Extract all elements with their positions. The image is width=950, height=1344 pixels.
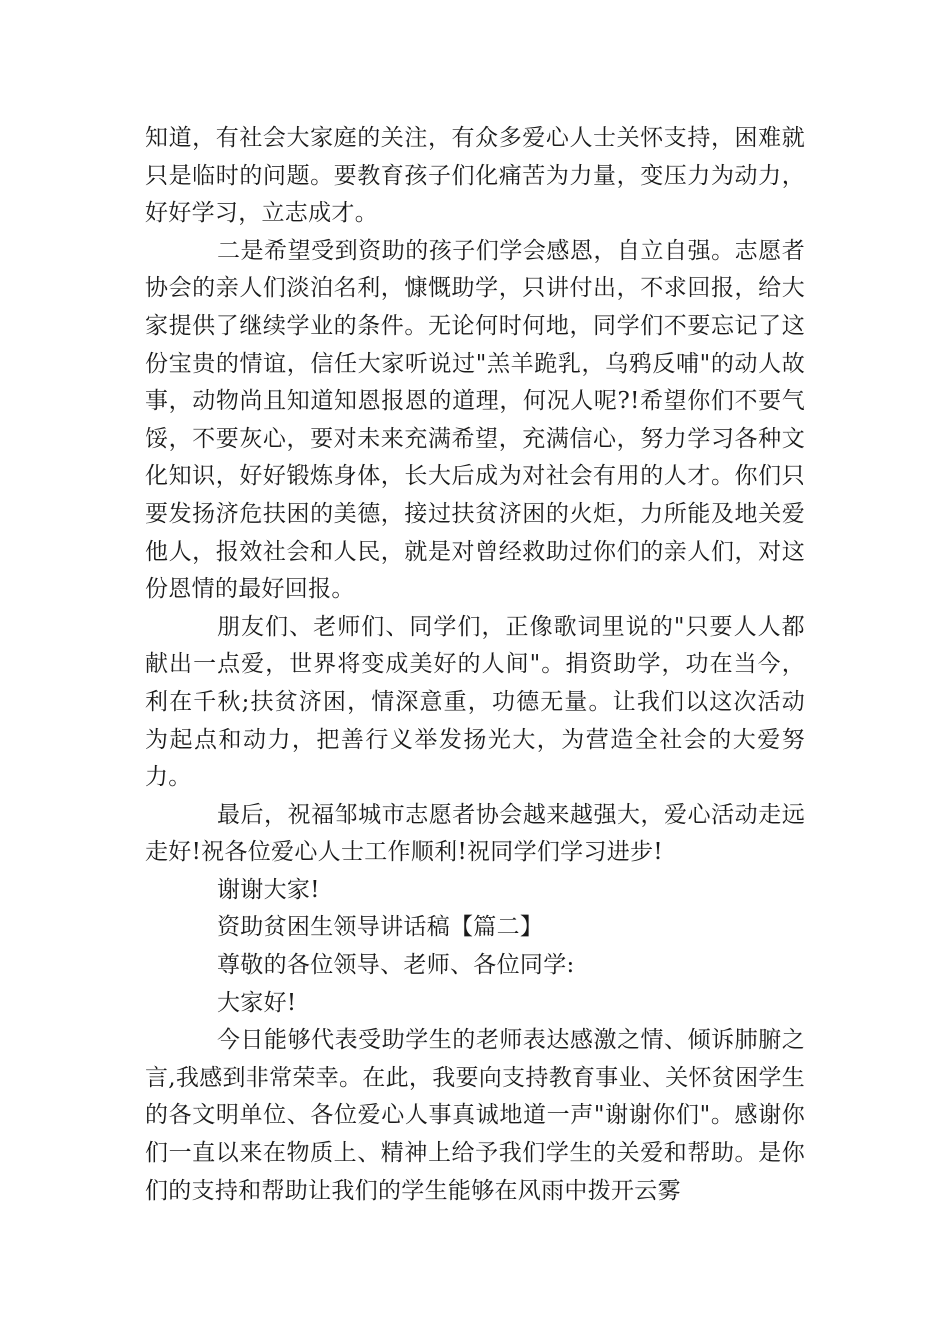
document-body [145,120,805,1210]
paragraph-speech-opening: 今日能够代表受助学生的老师表达感激之情、倾诉肺腑之言,我感到非常荣幸。在此，我要向支持教育事业、关怀贫困学生的各文明单位、各位爱心人事真诚地道一声"谢谢你们"。感谢你们一直以来在物质上、精神上给予我们学生的关爱和帮助。是你们的支持和帮助让我们的学生能够在风雨中拨开云雾 [145,1027,806,1204]
paragraph-thanks: 谢谢大家! [217,876,320,903]
paragraph-blessing: 最后，祝福邹城市志愿者协会越来越强大，爱心活动走远走好!祝各位爱心人士工作顺利!祝同学们学习进步! [145,801,805,866]
section-heading: 资助贫困生领导讲话稿【篇二】 [217,914,544,941]
paragraph-gratitude: 二是希望受到资助的孩子们学会感恩，自立自强。志愿者协会的亲人们淡泊名利，慷慨助学，只讲付出，不求回报，给大家提供了继续学业的条件。无论何时何地，同学们不要忘记了这份宝贵的情谊，信任大家听说过"羔羊跪乳，乌鸦反哺"的动人故事，动物尚且知道知恩报恩的道理，何况人呢?!希望你们不要气馁，不要灰心，要对未来充满希望，充满信心，努力学习各种文化知识，好好锻炼身体，长大后成为对社会有用的人才。你们只要发扬济危扶困的美德，接过扶贫济困的火炬，力所能及地关爱他人，报效社会和人民，就是对曾经救助过你们的亲人们，对这份恩情的最好回报。 [145,237,805,603]
paragraph-love: 朋友们、老师们、同学们，正像歌词里说的"只要人人都献出一点爱，世界将变成美好的人间"。捐资助学，功在当今，利在千秋;扶贫济困，情深意重，功德无量。让我们以这次活动为起点和动力，把善行义举发扬光大，为营造全社会的大爱努力。 [145,613,805,791]
greeting: 大家好! [217,989,297,1016]
paragraph-continuation: 知道，有社会大家庭的关注，有众多爱心人士关怀支持，困难就只是临时的问题。要教育孩子们化痛苦为力量，变压力为动力，好好学习，立志成才。 [145,125,805,227]
salutation: 尊敬的各位领导、老师、各位同学: [217,952,575,979]
